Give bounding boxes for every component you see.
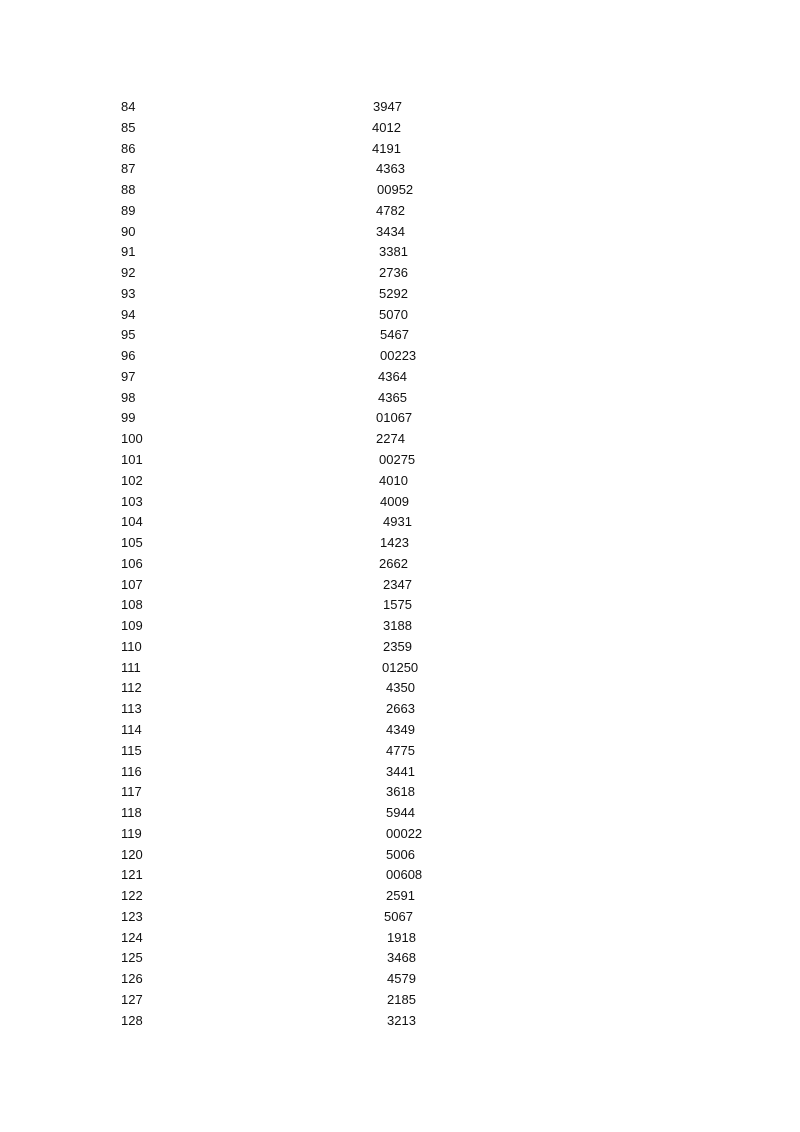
list-item — [0, 263, 800, 284]
row-number: 90 — [121, 223, 136, 239]
row-code: 4349 — [386, 721, 415, 737]
list-item — [0, 824, 800, 845]
row-code: 4931 — [383, 514, 412, 530]
list-item — [0, 845, 800, 866]
row-code: 5467 — [380, 327, 409, 343]
list-item — [0, 492, 800, 513]
row-code: 00022 — [386, 825, 423, 841]
row-number: 123 — [121, 908, 143, 924]
row-code: 1918 — [387, 929, 416, 945]
data-list — [0, 97, 800, 1031]
list-item — [0, 346, 800, 367]
row-number: 113 — [121, 701, 142, 717]
row-code: 5067 — [384, 908, 413, 924]
list-item — [0, 284, 800, 305]
row-number: 114 — [121, 721, 142, 737]
row-number: 126 — [121, 971, 143, 987]
row-code: 4009 — [380, 493, 409, 509]
row-number: 110 — [121, 638, 142, 654]
row-number: 125 — [121, 950, 143, 966]
row-code: 01250 — [382, 659, 419, 675]
list-item — [0, 782, 800, 803]
row-code: 2591 — [386, 888, 415, 904]
list-item — [0, 948, 800, 969]
row-code: 00608 — [386, 867, 423, 883]
list-item — [0, 533, 800, 554]
row-number: 105 — [121, 535, 143, 551]
list-item — [0, 990, 800, 1011]
row-number: 95 — [121, 327, 136, 343]
row-code: 4579 — [387, 971, 416, 987]
row-code: 2662 — [379, 555, 408, 571]
list-item — [0, 408, 800, 429]
row-number: 85 — [121, 119, 136, 135]
row-code: 4012 — [372, 119, 401, 135]
row-number: 116 — [121, 763, 142, 779]
row-number: 102 — [121, 472, 143, 488]
row-code: 2185 — [387, 991, 416, 1007]
list-item — [0, 388, 800, 409]
row-code: 00952 — [377, 182, 414, 198]
list-item — [0, 512, 800, 533]
row-number: 119 — [121, 825, 142, 841]
list-item — [0, 616, 800, 637]
row-code: 5070 — [379, 306, 408, 322]
row-number: 87 — [121, 161, 136, 177]
row-code: 3213 — [387, 1012, 416, 1028]
row-code: 4782 — [376, 202, 405, 218]
list-item — [0, 928, 800, 949]
row-code: 3434 — [376, 223, 405, 239]
row-code: 3381 — [379, 244, 408, 260]
row-number: 84 — [121, 99, 136, 114]
row-number: 104 — [121, 514, 143, 530]
row-number: 109 — [121, 618, 143, 634]
list-item — [0, 1011, 800, 1032]
row-code: 4775 — [386, 742, 415, 758]
list-item — [0, 678, 800, 699]
row-number: 97 — [121, 368, 136, 384]
list-item — [0, 180, 800, 201]
row-code: 3441 — [386, 763, 415, 779]
list-item — [0, 242, 800, 263]
row-number: 94 — [121, 306, 136, 322]
list-item — [0, 118, 800, 139]
list-item — [0, 741, 800, 762]
row-number: 106 — [121, 555, 143, 571]
row-number: 115 — [121, 742, 142, 758]
list-item — [0, 886, 800, 907]
row-number: 98 — [121, 389, 136, 405]
row-code: 3188 — [383, 618, 412, 634]
row-code: 4350 — [386, 680, 415, 696]
list-item — [0, 637, 800, 658]
row-code: 2663 — [386, 701, 415, 717]
row-number: 89 — [121, 202, 136, 218]
row-code: 01067 — [376, 410, 413, 426]
row-number: 100 — [121, 431, 143, 447]
row-code: 3618 — [386, 784, 415, 800]
list-item — [0, 201, 800, 222]
list-item — [0, 222, 800, 243]
row-number: 127 — [121, 991, 143, 1007]
row-code: 00223 — [380, 348, 417, 364]
row-code: 2736 — [379, 265, 408, 281]
row-code: 4010 — [379, 472, 408, 488]
list-item — [0, 450, 800, 471]
list-item — [0, 865, 800, 886]
row-code: 5006 — [386, 846, 415, 862]
list-item — [0, 325, 800, 346]
row-code: 2347 — [383, 576, 412, 592]
row-number: 103 — [121, 493, 143, 509]
row-code: 2274 — [376, 431, 405, 447]
row-code: 2359 — [383, 638, 412, 654]
row-number: 99 — [121, 410, 136, 426]
row-number: 88 — [121, 182, 136, 198]
row-number: 118 — [121, 805, 142, 821]
list-item — [0, 720, 800, 741]
row-number: 121 — [121, 867, 143, 883]
list-item — [0, 367, 800, 388]
list-item — [0, 575, 800, 596]
row-number: 117 — [121, 784, 142, 800]
row-code: 4364 — [378, 368, 407, 384]
row-code: 4363 — [376, 161, 405, 177]
row-code: 5292 — [379, 285, 408, 301]
list-item — [0, 159, 800, 180]
list-item — [0, 97, 800, 118]
list-item — [0, 471, 800, 492]
list-item — [0, 305, 800, 326]
list-item — [0, 762, 800, 783]
row-number: 111 — [121, 659, 141, 675]
list-item — [0, 699, 800, 720]
row-number: 101 — [121, 452, 143, 468]
list-item — [0, 907, 800, 928]
row-code: 4365 — [378, 389, 407, 405]
list-item — [0, 595, 800, 616]
row-code: 3468 — [387, 950, 416, 966]
row-number: 108 — [121, 597, 143, 613]
row-number: 122 — [121, 888, 143, 904]
list-item — [0, 139, 800, 160]
list-item — [0, 969, 800, 990]
row-code: 3947 — [373, 99, 402, 114]
row-number: 128 — [121, 1012, 143, 1028]
row-number: 107 — [121, 576, 143, 592]
list-item — [0, 429, 800, 450]
row-number: 120 — [121, 846, 143, 862]
row-number: 96 — [121, 348, 136, 364]
list-item — [0, 554, 800, 575]
row-number: 92 — [121, 265, 136, 281]
row-number: 93 — [121, 285, 136, 301]
row-code: 1575 — [383, 597, 412, 613]
row-number: 91 — [121, 244, 136, 260]
row-number: 86 — [121, 140, 136, 156]
row-code: 4191 — [372, 140, 401, 156]
row-code: 5944 — [386, 805, 415, 821]
row-code: 1423 — [380, 535, 409, 551]
list-item — [0, 658, 800, 679]
list-item — [0, 803, 800, 824]
row-number: 112 — [121, 680, 142, 696]
row-number: 124 — [121, 929, 143, 945]
row-code: 00275 — [379, 452, 416, 468]
